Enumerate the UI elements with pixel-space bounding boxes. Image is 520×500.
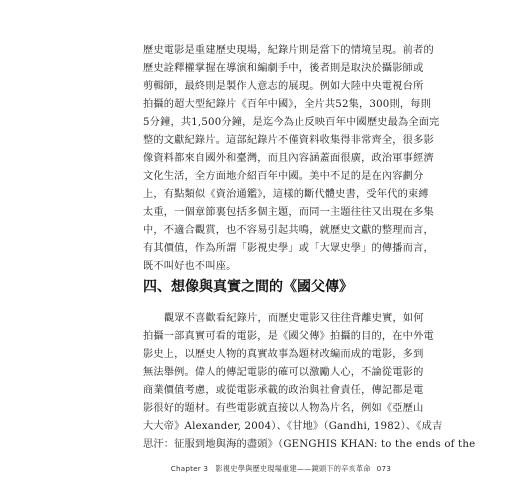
paragraph-1-line: 剪輯師，最終則是製作人意志的展現。例如大陸中央電視台所: [143, 81, 424, 92]
paragraph-2-line: 影史上，以歷史人物的真實故事為題材改編而成的電影，多到: [143, 349, 424, 360]
paragraph-2-line: 觀眾不喜歡看紀錄片，而歷史電影又往往背離史實，如何: [164, 313, 424, 324]
paragraph-1-line: 太重，一個章節裏包括多個主題，而同一主題往往又出現在多集: [143, 207, 434, 218]
paragraph-1-line: 像資料都來自國外和臺灣，而且內容涵蓋面很廣，政治軍事經濟: [143, 153, 434, 164]
paragraph-1-line: 歷史電影是重建歷史現場，紀錄片則是當下的情境呈現。前者的: [143, 45, 434, 56]
paragraph-1-line: 整的文獻紀錄片。這部紀錄片不僅資料收集得非常齊全，很多影: [143, 135, 434, 146]
paragraph-2-line: 影很好的題材。有些電影就直接以人物為片名，例如《亞歷山: [143, 403, 424, 414]
section-heading: 四、想像與真實之間的《國父傳》: [143, 279, 353, 295]
paragraph-1-line: 文化生活，全方面地介紹百年中國。美中不足的是在內容劃分: [143, 171, 424, 182]
page-footer: [171, 464, 391, 474]
page-number: 073: [376, 464, 391, 473]
paragraph-1-line: 既不叫好也不叫座。: [143, 261, 237, 272]
paragraph-2-line: 思汗：征服到地與海的盡頭》（GENGHIS KHAN: to the ends of the: [143, 439, 476, 450]
running-footer-chapter: Chapter 3 影視史學與歷史現場重建——鏡頭下的辛亥革命: [170, 464, 371, 473]
paragraph-2-line: 無法舉例。偉人的傳記電影的確可以激勵人心，不論從電影的: [143, 367, 424, 378]
paragraph-2-line: 大大帝》Alexander, 2004）、《甘地》（Gandhi, 1982）、《成吉: [143, 421, 443, 432]
paragraph-2-line: 商業價值考慮，或從電影承載的政治與社會責任，傳記都是電: [143, 385, 424, 396]
paragraph-2-line: 拍攝一部真實可看的電影，是《國父傳》拍攝的目的，在中外電: [143, 331, 434, 342]
paragraph-1-line: 有其價值，作為所謂「影視史學」或「大眾史學」的傳播而言，: [143, 243, 434, 254]
paragraph-1-line: 5分鐘，共1,500分鐘，是迄今為止反映百年中國歷史最為全面完: [143, 117, 440, 128]
paragraph-1-line: 歷史詮釋權掌握在導演和編劇手中，後者則是取決於攝影師或: [143, 63, 424, 74]
paragraph-1-line: 上，有點類似《資治通鑑》，這樣的斷代體史書，受年代的束縛: [143, 189, 429, 200]
paragraph-1-line: 拍攝的超大型紀錄片《百年中國》，全片共52集，300則，每則: [143, 99, 431, 110]
paragraph-1-line: 中，不適合觀賞，也不容易引起共鳴，就歷史文獻的整理而言，: [143, 225, 434, 236]
